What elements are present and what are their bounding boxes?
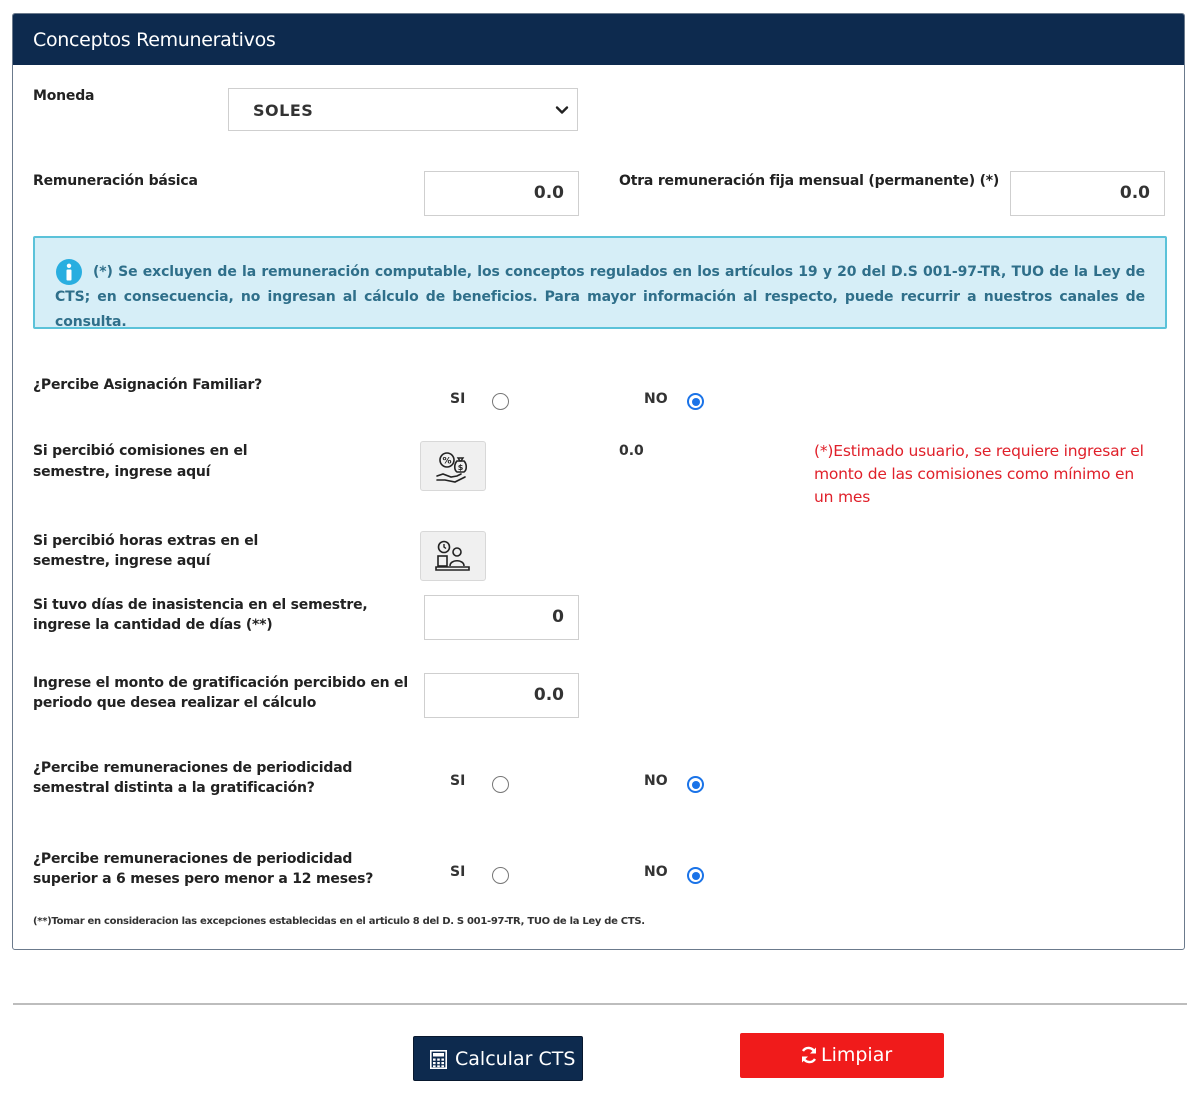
limpiar-button[interactable] [740,1033,944,1078]
inasistencia-label-line2: ingrese la cantidad de días (**) [33,617,273,633]
footnote: (**)Tomar en consideracion las excepciones establecidas en el articulo 8 del D. S 001-97-TR, TUO de la Ley de CTS. [33,916,645,927]
calcular-cts-label: Calcular CTS [455,1048,576,1070]
periodicidad-semestral-si-label: SI [450,773,466,789]
periodicidad-superior-si-radio[interactable] [492,867,509,884]
moneda-select[interactable] [228,88,578,131]
commission-money-icon [435,450,471,484]
asignacion-familiar-no-radio[interactable] [687,393,704,410]
gratificacion-input[interactable]: 0.0 [424,673,579,718]
moneda-label: Moneda [33,88,95,104]
moneda-select-value: SOLES [253,101,314,120]
calcular-cts-button[interactable] [413,1036,583,1081]
comisiones-value: 0.0 [619,443,644,459]
remuneracion-basica-label: Remuneración básica [33,173,198,189]
panel-header [13,14,1184,65]
horas-extras-button[interactable] [420,531,486,581]
overtime-clock-icon [435,540,471,574]
calculator-icon [430,1050,447,1069]
periodicidad-superior-label-line1: ¿Percibe remuneraciones de periodicidad [33,851,353,867]
gratificacion-label-line2: periodo que desea realizar el cálculo [33,695,317,711]
periodicidad-semestral-no-label: NO [644,773,668,789]
inasistencia-input[interactable]: 0 [424,595,579,640]
periodicidad-semestral-si-radio[interactable] [492,776,509,793]
periodicidad-semestral-label-line1: ¿Percibe remuneraciones de periodicidad [33,760,353,776]
periodicidad-superior-si-label: SI [450,864,466,880]
conceptos-remunerativos-panel [12,13,1185,950]
asignacion-familiar-no-label: NO [644,391,668,407]
asignacion-familiar-label: ¿Percibe Asignación Familiar? [33,377,263,393]
periodicidad-semestral-no-radio[interactable] [687,776,704,793]
comisiones-label-line1: Si percibió comisiones en el [33,443,248,459]
asignacion-familiar-si-radio[interactable] [492,393,509,410]
comisiones-warning: (*)Estimado usuario, se requiere ingresar el monto de las comisiones como mínimo en un mes [814,442,1144,506]
panel-title: Conceptos Remunerativos [33,29,276,51]
divider [13,1003,1187,1005]
periodicidad-superior-no-label: NO [644,864,668,880]
chevron-down-icon [555,103,569,117]
otra-remuneracion-input[interactable]: 0.0 [1010,171,1165,216]
svg-text:$: $ [457,463,464,472]
info-text: (*) Se excluyen de la remuneración computable, los conceptos regulados en los artículos 19 y 20 del D.S 001-97-TR, TUO de la Ley de CTS; en consecuencia, no ingresan al cálculo de beneficios. Para mayor información al respecto, puede recurrir a nuestros canales de consulta. [55,264,1145,330]
comisiones-label-line2: semestre, ingrese aquí [33,464,211,480]
periodicidad-superior-no-radio[interactable] [687,867,704,884]
horas-extras-label-line1: Si percibió horas extras en el [33,533,259,549]
periodicidad-superior-label-line2: superior a 6 meses pero menor a 12 meses? [33,871,374,887]
svg-text:%: % [442,456,452,467]
limpiar-label: Limpiar [821,1044,893,1066]
refresh-icon [800,1046,818,1064]
remuneracion-basica-input[interactable]: 0.0 [424,171,579,216]
horas-extras-label-line2: semestre, ingrese aquí [33,553,211,569]
inasistencia-label-line1: Si tuvo días de inasistencia en el semestre, [33,597,368,613]
gratificacion-label-line1: Ingrese el monto de gratificación percibido en el [33,675,408,691]
asignacion-familiar-si-label: SI [450,391,466,407]
periodicidad-semestral-label-line2: semestral distinta a la gratificación? [33,780,315,796]
info-alert [33,236,1167,329]
comisiones-button[interactable] [420,441,486,491]
otra-remuneracion-label: Otra remuneración fija mensual (permanente) (*) [619,173,1000,189]
